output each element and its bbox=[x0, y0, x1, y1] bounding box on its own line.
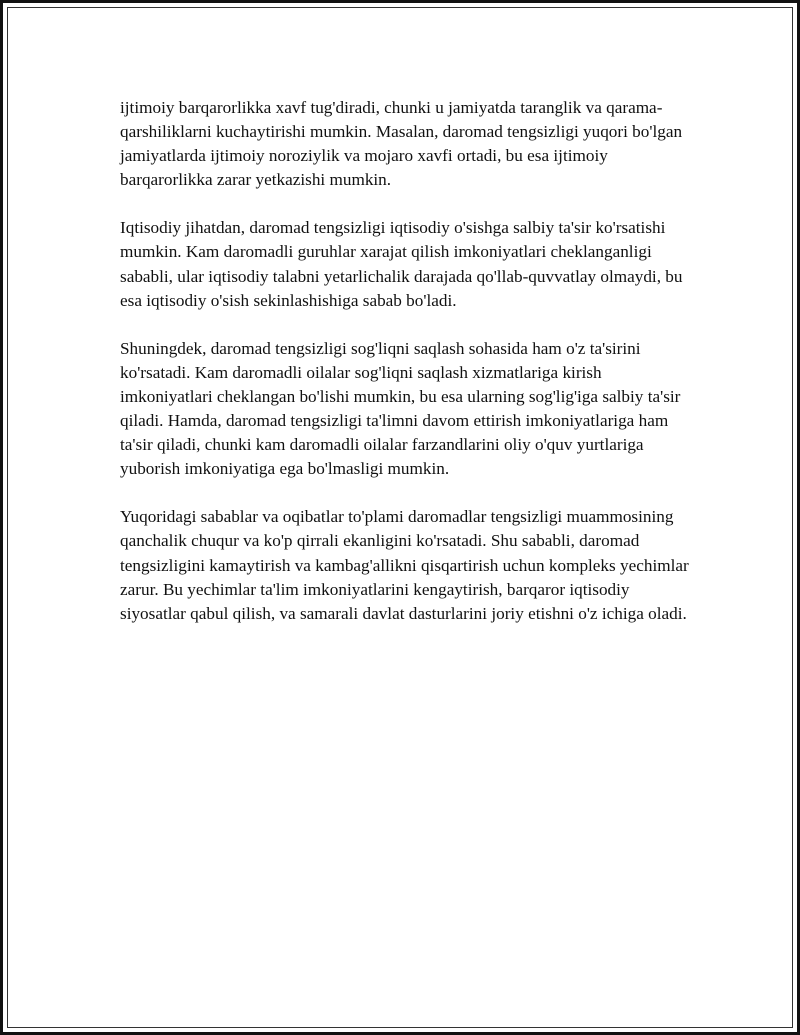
paragraph-health-education: Shuningdek, daromad tengsizligi sog'liqni saqlash sohasida ham o'z ta'sirini ko'rsatadi. Kam daromadli oilalar sog'liqni saqlash xizmatlariga kirish imkoniyatlari cheklangan bo'lishi mumkin, bu esa ularning sog'lig'iga salbiy ta'sir qiladi. Hamda, daromad tengsizligi ta'limni davom ettirish imkoniyatlariga ham ta'sir qiladi, chunki kam daromadli oilalar farzandlarini oliy o'quv yurtlariga yuborish imkoniyatiga ega bo'lmasligi mumkin. bbox=[120, 338, 681, 479]
paragraph-conclusion: Yuqoridagi sabablar va oqibatlar to'plami daromadlar tengsizligi muammosining qanchalik chuqur va ko'p qirrali ekanligini ko'rsatadi. Shu sababli, daromad tengsizligini kamaytirish va kambag'allikni qisqartirish uchun kompleks yechimlar zarur. Bu yechimlar ta'lim imkoniyatlarini kengaytirish, barqaror iqtisodiy siyosatlar qabul qilish, va samarali davlat dasturlarini joriy etishni o'z ichiga oladi. bbox=[120, 507, 689, 623]
paragraph-social-stability: ijtimoiy barqarorlikka xavf tug'diradi, chunki u jamiyatda taranglik va qarama-qarshiliklarni kuchaytirishi mumkin. Masalan, daromad tengsizligi yuqori bo'lgan jamiyatlarda ijtimoiy noroziylik va mojaro xavfi ortadi, bu esa ijtimoiy barqarorlikka zarar yetkazishi mumkin. bbox=[120, 98, 683, 190]
paragraph-economic-growth: Iqtisodiy jihatdan, daromad tengsizligi iqtisodiy o'sishga salbiy ta'sir ko'rsatishi mumkin. Kam daromadli guruhlar xarajat qilish imkoniyatlari cheklanganligi sababli, ular iqtisodiy talabni yetarlichalik darajada qo'llab-quvvatlay olmaydi, bu esa iqtisodiy o'sish sekinlashishiga sabab bo'ladi. bbox=[120, 218, 683, 310]
document-body bbox=[120, 96, 698, 650]
